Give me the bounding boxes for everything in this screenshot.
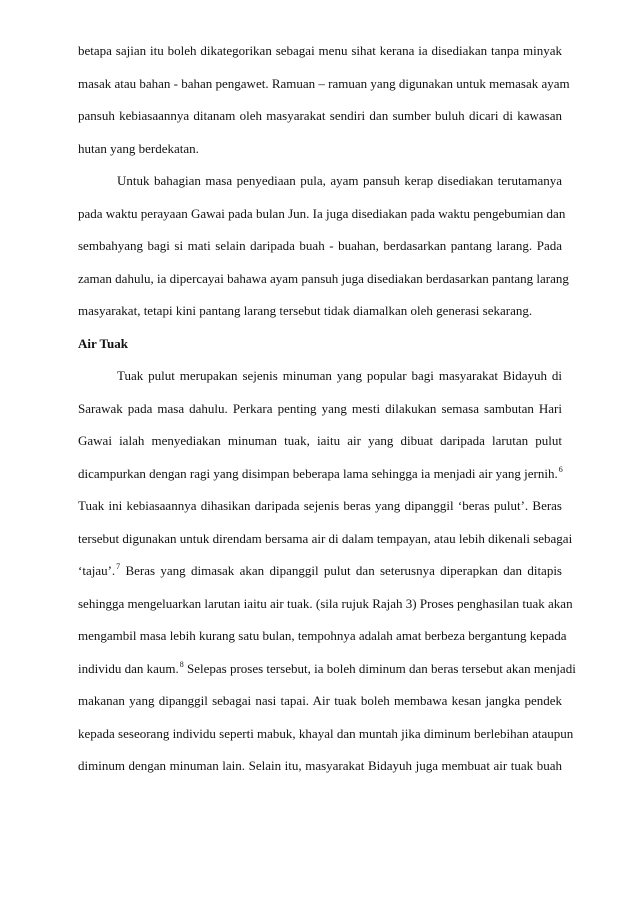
paragraph-2-line: zaman dahulu, ia dipercayai bahawa ayam pansuh juga disediakan berdasarkan pantang larang	[78, 270, 569, 286]
paragraph-1-line: pansuh kebiasaannya ditanam oleh masyarakat sendiri dan sumber buluh dicari di kawasan	[78, 108, 562, 123]
paragraph-3-line: Tuak pulut merupakan sejenis minuman yang popular bagi masyarakat Bidayuh di	[117, 368, 562, 383]
paragraph-3-line: Tuak ini kebiasaannya dihasikan daripada sejenis beras yang dipanggil ‘beras pulut’. Beras	[78, 498, 562, 513]
paragraph-3-line: Gawai ialah menyediakan minuman tuak, iaitu air yang dibuat daripada larutan pulut	[78, 433, 562, 448]
paragraph-3-line: diminum dengan minuman lain. Selain itu, masyarakat Bidayuh juga membuat air tuak buah	[78, 758, 562, 773]
paragraph-2-line: pada waktu perayaan Gawai pada bulan Jun. Ia juga disediakan pada waktu pengebumian dan	[78, 205, 566, 221]
paragraph-3-line: Sarawak pada masa dahulu. Perkara penting yang mesti dilakukan semasa sambutan Hari	[78, 400, 562, 416]
paragraph-1-line: hutan yang berdekatan.	[78, 140, 199, 156]
document-body	[78, 41, 576, 789]
paragraph-3-line: makanan yang dipanggil sebagai nasi tapai. Air tuak boleh membawa kesan jangka pendek	[78, 693, 562, 708]
line-text: ‘tajau’.	[78, 563, 116, 578]
line-text: Selepas proses tersebut, ia boleh diminum dan beras tersebut akan menjadi	[183, 660, 576, 676]
paragraph-2-line: sembahyang bagi si mati selain daripada buah - buahan, berdasarkan pantang larang. Pada	[78, 238, 562, 253]
paragraph-2-line: masyarakat, tetapi kini pantang larang tersebut tidak diamalkan oleh generasi sekarang.	[78, 303, 533, 318]
paragraph-3-line	[78, 659, 576, 692]
line-text: dicampurkan dengan ragi yang disimpan beberapa lama sehingga ia menjadi air yang jernih.	[78, 465, 558, 481]
paragraph-3-line: sehingga mengeluarkan larutan iaitu air tuak. (sila rujuk Rajah 3) Proses penghasilan tuak akan	[78, 595, 573, 611]
line-text: Beras yang dimasak akan dipanggil pulut dan seterusnya diperapkan dan ditapis	[120, 563, 562, 578]
footnote-marker: 8	[179, 659, 184, 669]
line-text: individu dan kaum.	[78, 660, 179, 676]
paragraph-3-line	[78, 561, 562, 594]
section-heading: Air Tuak	[78, 335, 128, 351]
paragraph-1-line: masak atau bahan - bahan pengawet. Ramuan – ramuan yang digunakan untuk memasak ayam	[78, 75, 570, 91]
paragraph-3-line	[78, 464, 562, 497]
paragraph-1-line: betapa sajian itu boleh dikategorikan sebagai menu sihat kerana ia disediakan tanpa minyak	[78, 43, 562, 58]
paragraph-2-line: Untuk bahagian masa penyediaan pula, ayam pansuh kerap disediakan terutamanya	[117, 173, 562, 188]
paragraph-3-line: tersebut digunakan untuk direndam bersama air di dalam tempayan, atau lebih dikenali sebagai	[78, 530, 573, 546]
footnote-marker: 7	[116, 562, 121, 571]
paragraph-3-line: kepada seseorang individu seperti mabuk, khayal dan muntah jika diminum berlebihan ataupun	[78, 725, 574, 741]
paragraph-3-line: mengambil masa lebih kurang satu bulan, tempohnya adalah amat berbeza bergantung kepada	[78, 628, 567, 643]
footnote-marker: 6	[558, 464, 563, 474]
